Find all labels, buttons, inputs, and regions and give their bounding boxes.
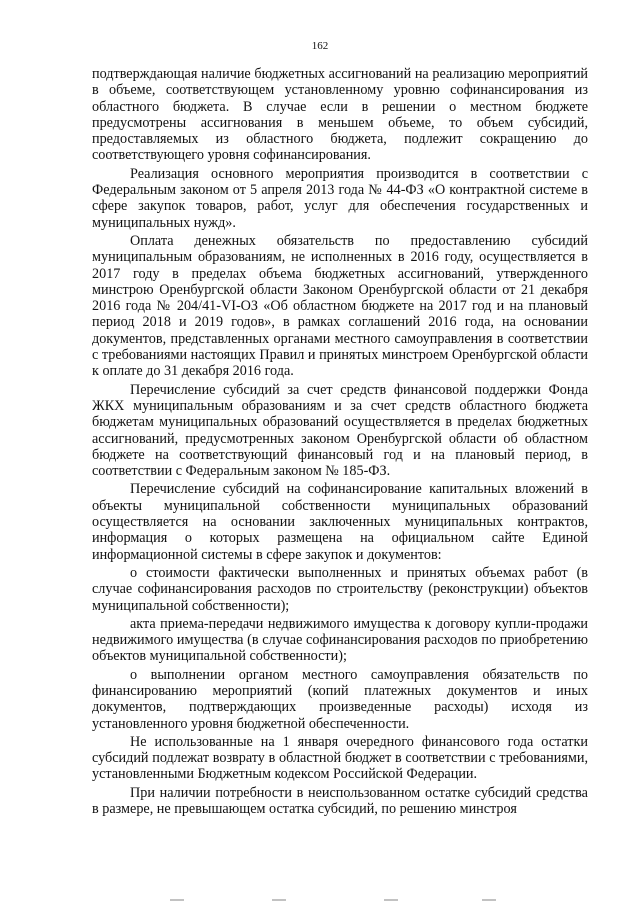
paragraph-housing-fund-transfer: Перечисление субсидий за счет средств финансовой поддержки Фонда ЖКХ муниципальным образованиям и за счет средств областного бюджета бюджетам муниципальных образований осуществляется в пределах бюджетных ассигнований, предусмотренных законом Оренбургской области об областном бюджете на соответствующий финансовый год и на плановый период, в соответствии с Федеральным законом № 185-ФЗ.	[92, 381, 588, 480]
paragraph-unused-balances: Не использованные на 1 января очередного финансового года остатки субсидий подлежат возврату в областной бюджет в соответствии с требованиями, установленными Бюджетным кодексом Российской Федерации.	[92, 733, 588, 783]
paragraph-continuation: подтверждающая наличие бюджетных ассигнований на реализацию мероприятий в объеме, соответствующем установленному уровню софинансирования из областного бюджета. В случае если в решении о местном бюджете предусмотрены ассигнования в меньшем объеме, то объем субсидий, предоставляемых из областного бюджета, подлежит сокращению до соответствующего уровня софинансирования.	[92, 66, 588, 164]
scan-artifact-mark	[170, 899, 184, 901]
paragraph-local-obligations: о выполнении органом местного самоуправления обязательств по финансированию мероприятий (копий платежных документов и иных документов, подтверждающих произведенные расходы) исходя из установленного уровня бюджетной обеспеченности.	[92, 666, 588, 732]
scan-artifact-marks	[150, 895, 510, 901]
document-body	[92, 66, 588, 819]
scan-artifact-mark	[384, 899, 398, 901]
paragraph-capital-investment-transfer: Перечисление субсидий на софинансирование капитальных вложений в объекты муниципальной собственности муниципальных образований осуществляется на основании заключенных муниципальных контрактов, информация о которых размещена на официальном сайте Единой информационной системы в сфере закупок и документов:	[92, 481, 588, 563]
paragraph-payment-obligations: Оплата денежных обязательств по предоставлению субсидий муниципальным образованиям, не исполненных в 2016 году, осуществляется в 2017 году в пределах объема бюджетных ассигнований, утвержденного минстрою Оренбургской области Законом Оренбургской области от 21 декабря 2016 года № 204/41-VI-ОЗ «Об областном бюджете на 2017 год и на плановый период 2018 и 2019 годов», в рамках соглашений 2016 года, на основании документов, представленных органами местного самоуправления в соответствии с требованиями настоящих Правил и принятых минстроем Оренбургской области к оплате до 31 декабря 2016 года.	[92, 232, 588, 380]
paragraph-remaining-need: При наличии потребности в неиспользованном остатке субсидий средства в размере, не превышающем остатка субсидий, по решению минстроя	[92, 784, 588, 818]
paragraph-procurement-law: Реализация основного мероприятия производится в соответствии с Федеральным законом от 5 апреля 2013 года № 44-ФЗ «О контрактной системе в сфере закупок товаров, работ, услуг для обеспечения государственных и муниципальных нужд».	[92, 165, 588, 231]
scan-artifact-mark	[272, 899, 286, 901]
page-number: 162	[311, 40, 329, 52]
scan-artifact-mark	[482, 899, 496, 901]
paragraph-cost-of-work: о стоимости фактически выполненных и принятых объемах работ (в случае софинансирования расходов по строительству (реконструкции) объектов муниципальной собственности);	[92, 564, 588, 614]
paragraph-property-transfer-act: акта приема-передачи недвижимого имущества к договору купли-продажи недвижимого имущества (в случае софинансирования расходов по приобретению объектов муниципальной собственности);	[92, 615, 588, 665]
